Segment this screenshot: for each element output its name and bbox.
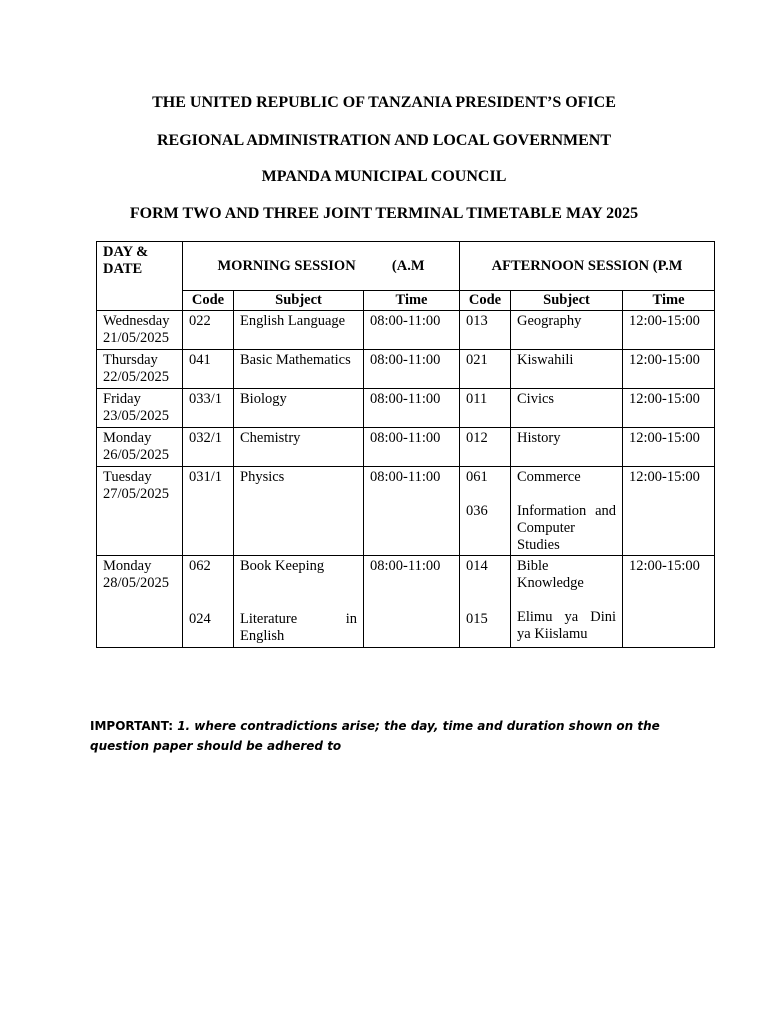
pm-time-cell: 12:00-15:00	[623, 389, 715, 428]
pm-code-cell: 061 036	[460, 467, 511, 556]
pm-time-cell: 12:00-15:00	[623, 556, 715, 648]
pm-subject-cell: Geography	[511, 311, 623, 350]
am-code-cell: 022	[183, 311, 234, 350]
timetable-title: FORM TWO AND THREE JOINT TERMINAL TIMETABLE MAY 2025	[129, 205, 639, 222]
am-subject-cell: English Language	[234, 311, 364, 350]
am-code-cell: 062 024	[183, 556, 234, 648]
day-date-header: DAY & DATE	[97, 242, 183, 311]
col-header-am-subject: Subject	[234, 291, 364, 311]
pm-subject-cell: Commerce Information and Computer Studies	[511, 467, 623, 556]
am-code-cell: 032/1	[183, 428, 234, 467]
am-code-cell: 033/1	[183, 389, 234, 428]
pm-time-cell: 12:00-15:00	[623, 428, 715, 467]
title-line-3: MPANDA MUNICIPAL COUNCIL	[261, 168, 507, 185]
am-time-cell: 08:00-11:00	[364, 467, 460, 556]
col-header-am-time: Time	[364, 291, 460, 311]
am-time-cell: 08:00-11:00	[364, 350, 460, 389]
pm-code-cell: 014 015	[460, 556, 511, 648]
am-time-cell: 08:00-11:00	[364, 311, 460, 350]
am-code-cell: 041	[183, 350, 234, 389]
pm-code-cell: 013	[460, 311, 511, 350]
table-row	[97, 556, 715, 648]
am-time-cell: 08:00-11:00	[364, 389, 460, 428]
am-subject-cell: Physics	[234, 467, 364, 556]
am-time-cell: 08:00-11:00	[364, 428, 460, 467]
title-line-1: THE UNITED REPUBLIC OF TANZANIA PRESIDENT’S OFICE	[152, 94, 616, 111]
table-row	[97, 467, 715, 556]
pm-time-cell: 12:00-15:00	[623, 350, 715, 389]
day-cell: Wednesday 21/05/2025	[97, 311, 183, 350]
am-subject-cell: Basic Mathematics	[234, 350, 364, 389]
table-row	[97, 350, 715, 389]
pm-code-cell: 012	[460, 428, 511, 467]
pm-subject-cell: Bible Knowledge Elimu ya Dini ya Kiislamu	[511, 556, 623, 648]
important-note	[90, 716, 690, 756]
day-cell: Monday 28/05/2025	[97, 556, 183, 648]
timetable-table	[96, 241, 715, 648]
day-cell: Thursday 22/05/2025	[97, 350, 183, 389]
important-text: 1. where contradictions arise; the day, time and duration shown on the question paper should be adhered to	[90, 719, 660, 753]
am-time-cell: 08:00-11:00	[364, 556, 460, 648]
col-header-pm-subject: Subject	[511, 291, 623, 311]
day-cell: Tuesday 27/05/2025	[97, 467, 183, 556]
morning-session-header: MORNING SESSION (A.M	[183, 242, 460, 291]
day-cell: Monday 26/05/2025	[97, 428, 183, 467]
table-row	[97, 428, 715, 467]
afternoon-session-header: AFTERNOON SESSION (P.M	[460, 242, 715, 291]
am-subject-cell: Book Keeping Literature in English	[234, 556, 364, 648]
table-row	[97, 311, 715, 350]
pm-code-cell: 021	[460, 350, 511, 389]
title-line-2: REGIONAL ADMINISTRATION AND LOCAL GOVERNMENT	[157, 132, 611, 149]
am-subject-cell: Chemistry	[234, 428, 364, 467]
table-row	[97, 389, 715, 428]
pm-subject-cell: Kiswahili	[511, 350, 623, 389]
important-label: IMPORTANT:	[90, 719, 174, 733]
am-subject-cell: Biology	[234, 389, 364, 428]
pm-time-cell: 12:00-15:00	[623, 467, 715, 556]
pm-subject-cell: Civics	[511, 389, 623, 428]
day-cell: Friday 23/05/2025	[97, 389, 183, 428]
am-code-cell: 031/1	[183, 467, 234, 556]
col-header-am-code: Code	[183, 291, 234, 311]
col-header-pm-time: Time	[623, 291, 715, 311]
pm-code-cell: 011	[460, 389, 511, 428]
col-header-pm-code: Code	[460, 291, 511, 311]
pm-time-cell: 12:00-15:00	[623, 311, 715, 350]
pm-subject-cell: History	[511, 428, 623, 467]
